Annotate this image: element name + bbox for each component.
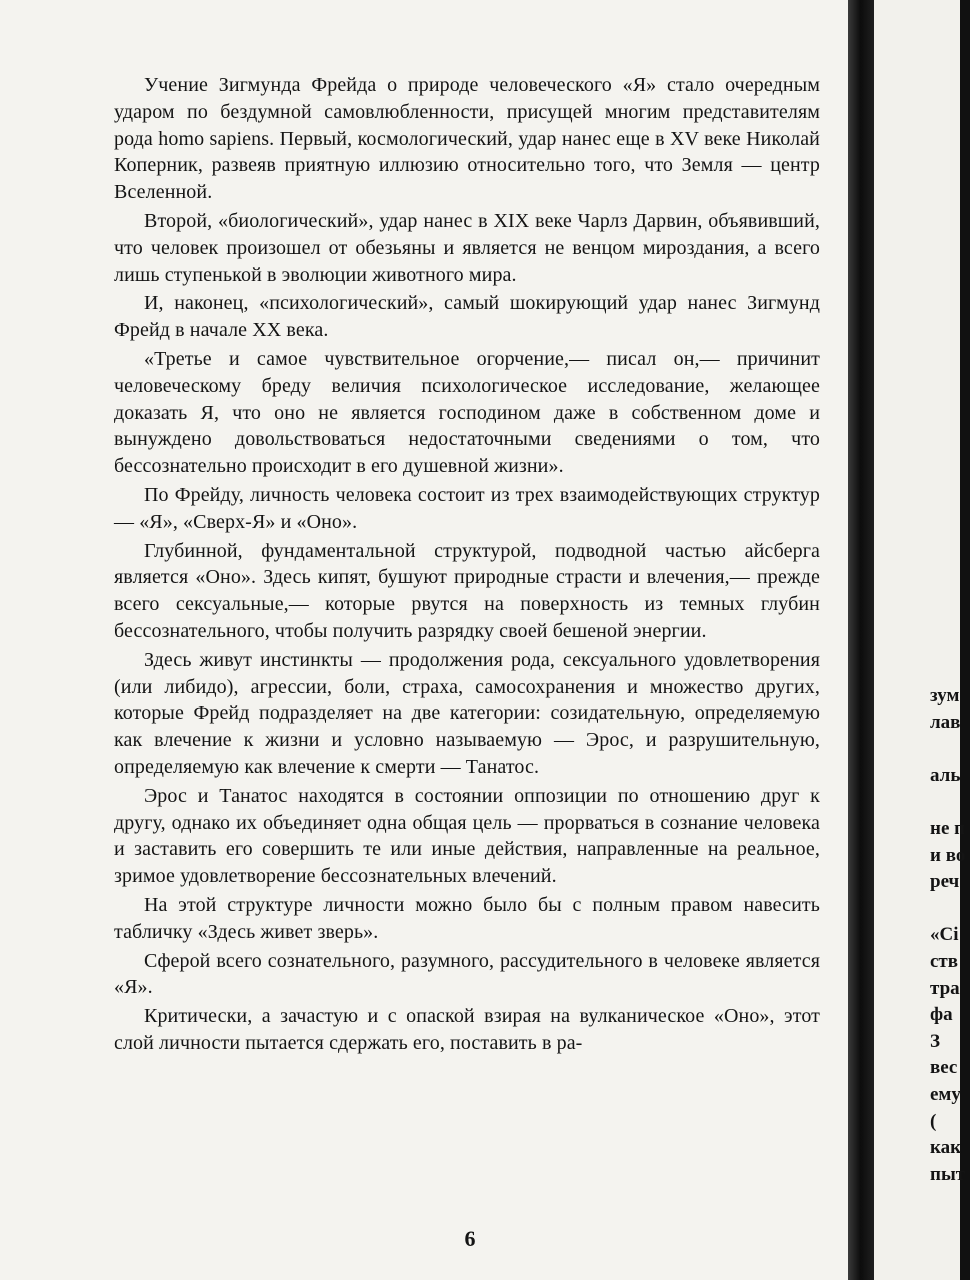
right-page-fragment: лав (930, 711, 961, 733)
paragraph: «Третье и самое чувствительное огорчение,— писал он,— причинит человеческому бреду величия психологическое исследование, желающее доказать Я, что оно не является господином даже в собственном доме и вынуждено довольствоваться недостаточными сведениями о том, что бессознательно происходит в его душевной жизни». (114, 347, 820, 478)
right-page-fragment: тра (930, 977, 960, 999)
right-page-fragment: З (930, 1030, 941, 1052)
right-page-fragment: ему (930, 1083, 961, 1105)
paragraph: Глубинной, фундаментальной структурой, подводной частью айсберга является «Оно». Здесь кипят, бушуют природные страсти и влечения,— прежде всего сексуальные,— которые рвутся на поверхность из темных глубин бессознательного, чтобы получить разрядку своей бешеной энергии. (114, 539, 820, 642)
right-page-fragment: пыт (930, 1163, 966, 1185)
paragraph: Здесь живут инстинкты — продолжения рода, сексуального удовлетворения (или либидо), агрессии, боли, страха, самосохранения и множество других, которые Фрейд подразделяет на две категории: созидательную, определяемую как влечение к жизни и условно называемую — Эрос, и разрушительную, определяемую как влечение к смерти — Танатос. (114, 648, 820, 778)
paragraph: Второй, «биологический», удар нанес в XIX веке Чарлз Дарвин, объявивший, что человек произошел от обезьяны и является не венцом мироздания, а всего лишь ступенькой в эволюции животного мира. (114, 209, 820, 286)
body-text (114, 72, 820, 1059)
right-page-fragment: ств (930, 950, 959, 972)
paragraph: Эрос и Танатос находятся в состоянии оппозиции по отношению друг к другу, однако их объединяет одна общая цель — прорваться в сознание человека и заставить его совершить те или иные действия, направленные на реальное, зримое удовлетворение бессознательных влечений. (114, 784, 820, 888)
right-page-fragment (930, 896, 970, 923)
right-page-fragment: как (930, 1137, 962, 1159)
paragraph: На этой структуре личности можно было бы с полным правом навесить табличку «Здесь живет зверь». (114, 893, 820, 943)
right-page-fragment: вес (930, 1057, 958, 1079)
right-page-fragment: «Сі (930, 924, 959, 946)
right-page-fragment: и во (930, 844, 966, 866)
right-page-fragment: ( (930, 1110, 937, 1132)
paragraph: По Фрейду, личность человека состоит из трех взаимодействующих структур — «Я», «Сверх-Я» и «Оно». (114, 483, 820, 533)
paragraph: Критически, а зачастую и с опаской взирая на вулканическое «Оно», этот слой личности пытается сдержать его, поставить в ра- (114, 1005, 820, 1054)
right-page-fragments (930, 683, 970, 1188)
right-page-fragment (930, 789, 970, 816)
right-page-fragment: реч (930, 871, 960, 893)
paragraph: И, наконец, «психологический», самый шокирующий удар нанес Зигмунд Фрейд в начале XX века. (114, 292, 820, 342)
paragraph: Сферой всего сознательного, разумного, рассудительного в человеке является «Я». (114, 949, 820, 999)
right-page-fragment: фа (930, 1004, 953, 1026)
right-page-fragment: не п (930, 817, 966, 839)
right-page-fragment (930, 736, 970, 763)
right-page-fragment: зум (930, 685, 960, 706)
paragraph: Учение Зигмунда Фрейда о природе человеческого «Я» стало очередным ударом по бездумной самовлюбленности, присущей многим представителям рода homo sapiens. Первый, космологический, удар нанес еще в XV веке Николай Коперник, развеяв приятную иллюзию относительно того, что Земля — центр Вселенной. (114, 74, 820, 204)
right-page-fragment: аль (930, 764, 961, 786)
page-number: 6 (464, 1226, 476, 1251)
book-gutter (848, 0, 876, 1280)
